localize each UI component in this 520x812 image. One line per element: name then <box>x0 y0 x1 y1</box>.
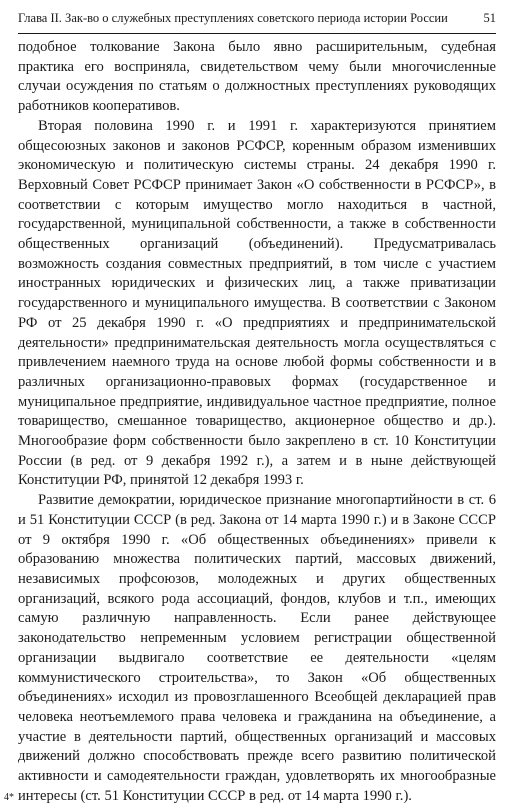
chapter-title: Глава II. Зак-во о служебных преступлениях советского периода истории России <box>18 11 448 25</box>
signature-mark: 4* <box>4 792 14 803</box>
header-rule <box>18 33 496 34</box>
running-header <box>18 10 496 26</box>
page-body <box>18 38 496 806</box>
page-number: 51 <box>483 11 496 25</box>
paragraph: Развитие демократии, юридическое признание многопартийности в ст. 6 и 51 Конституции СССР (в ред. Закона от 14 марта 1990 г.) и в Законе СССР от 9 октября 1990 г. «Об общественных объединениях» привели к образованию множества политических партий, массовых движений, независимых профсоюзов, молодежных и других общественных организаций, всякого рода ассоциаций, фондов, клубов и т.п., имеющих самую различную направленность. Если ранее действующее законодательство непременным условием регистрации общественной организации выдвигало соответствие ее деятельности «целям коммунистического строительства», то Закон «Об общественных объединениях» исходил из провозглашенного Всеобщей декларацией прав человека неотъемлемого права человека и гражданина на объединение, а участие в деятельности партий, общественных организаций и массовых движений должно способствовать прежде всего развитию политической активности и самодеятельности граждан, удовлетворять их многообразные интересы (ст. 51 Конституции СССР в ред. от 14 марта 1990 г.). <box>18 492 496 804</box>
paragraph-continued: подобное толкование Закона было явно расширительным, судебная практика его восприняла, свидетельством чему были многочисленные случаи осуждения по статьям о должностных преступлениях руководящих работников кооперативов. <box>18 39 496 115</box>
paragraph: Вторая половина 1990 г. и 1991 г. характеризуются принятием общесоюзных законов и законов РСФСР, коренным образом изменивших экономическую и политическую системы страны. 24 декабря 1990 г. Верховный Совет РСФСР принимает Закон «О собственности в РСФСР», в соответствии с которым имущество могло находиться в частной, государственной, муниципальной собственности, а также в собственности общественных организаций (объединений). Предусматривалась возможность создания совместных предприятий, в том числе с участием иностранных юридических и физических лиц, а также приватизации государственного и муниципального имущества. В соответствии с Законом РФ от 25 декабря 1990 г. «О предприятиях и предпринимательской деятельности» предпринимательская деятельность могла осуществляться с привлечением наемного труда на основе любой формы собственности и в различных организационно-правовых формах (государственное и муниципальное предприятие, индивидуальное частное предприятие, полное товарищество, смешанное товарищество, акционерное общество и др.). Многообразие форм собственности было закреплено в ст. 10 Конституции России (в ред. от 9 декабря 1992 г.), а затем и в ныне действующей Конституции РФ, принятой 12 декабря 1993 г. <box>18 117 496 489</box>
